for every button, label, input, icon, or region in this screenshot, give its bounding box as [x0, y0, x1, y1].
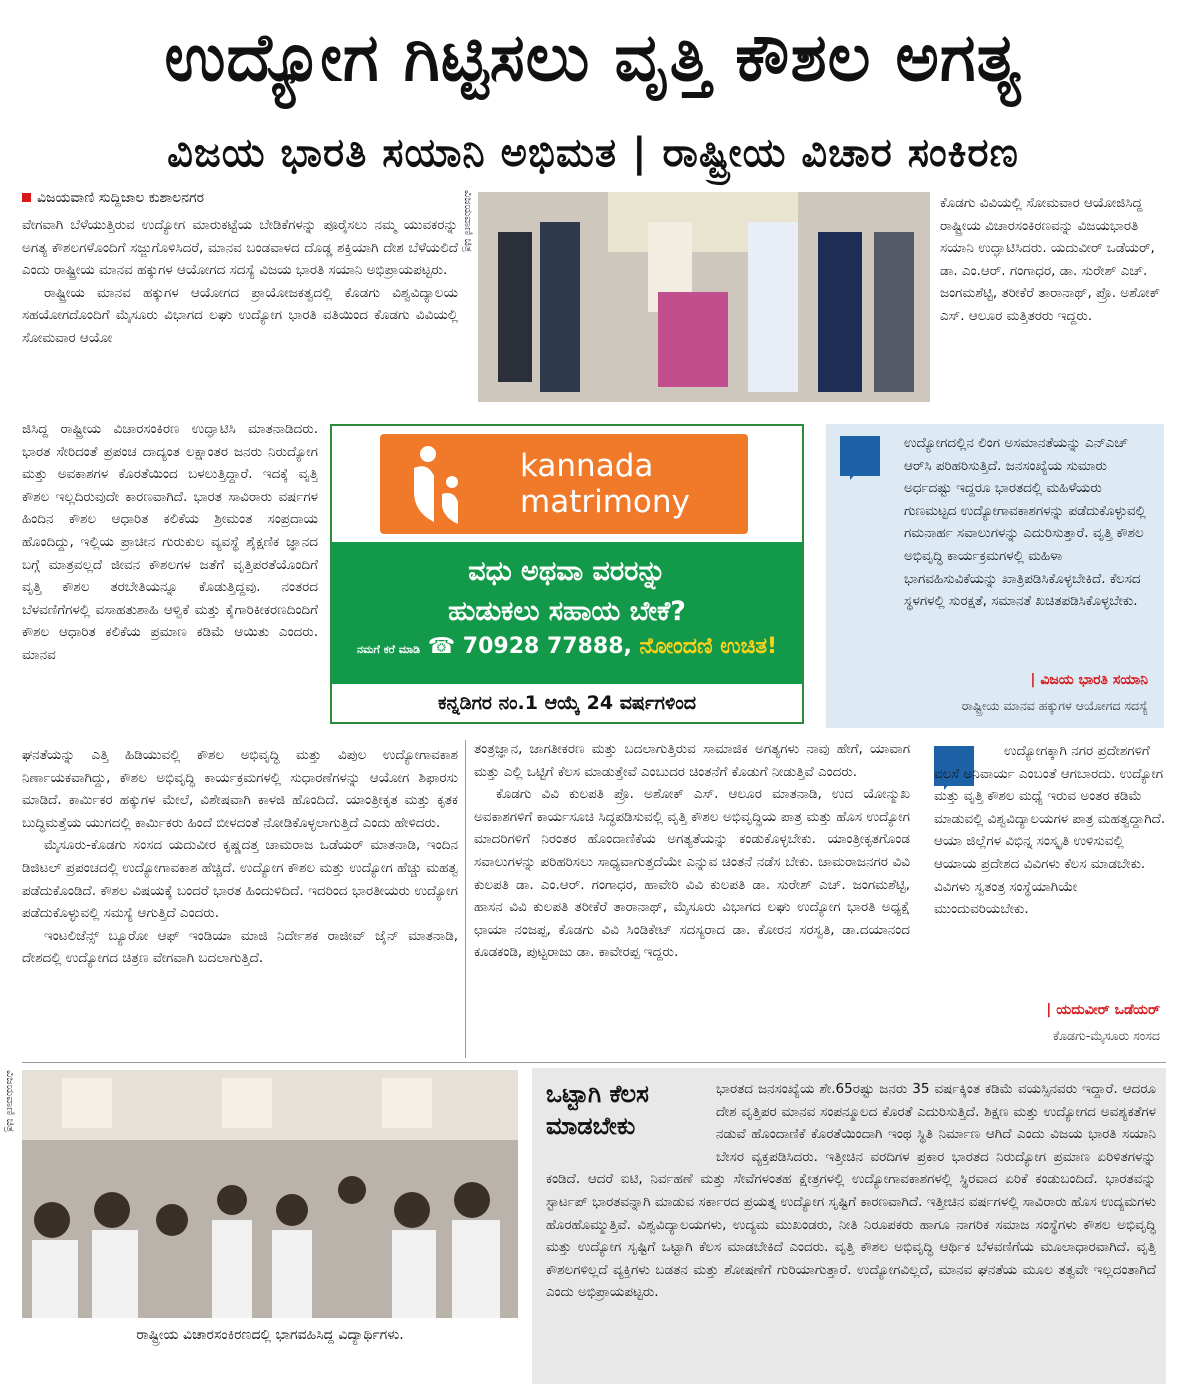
matrimony-logo-icon	[394, 442, 466, 526]
ad-footer: ಕನ್ನಡಿಗರ ನಂ.1 ಆಯ್ಕೆ 24 ವರ್ಷಗಳಿಂದ	[437, 692, 697, 714]
column-divider	[465, 740, 466, 1058]
ad-headline-line2: ಹುಡುಕಲು ಸಹಾಯ ಬೇಕೆ?	[448, 596, 686, 627]
ad-brand-line1: kannada	[520, 448, 654, 484]
quote-mark-icon	[840, 436, 880, 476]
article-paragraph: ರಾಷ್ಟ್ರೀಯ ಮಾನವ ಹಕ್ಕುಗಳ ಆಯೋಗದ ಪ್ರಾಯೋಜಕತ್ವದಲ್ಲಿ ಕೊಡಗು ವಿಶ್ವವಿದ್ಯಾಲಯ ಸಹಯೋಗದೊಂದಿಗೆ ಮೈಸೂರು ವಿಭಾಗದ ಲಘು ಉದ್ಯೋಗ ಭಾರತಿ ವತಿಯಿಂದ ಕೊಡಗು ವಿವಿಯಲ್ಲಿ ಸೋಮವಾರ ಆಯೋ	[22, 284, 458, 346]
ad-call-label: ನಮಗೆ ಕರೆ ಮಾಡಿ	[356, 643, 421, 656]
article-col2	[474, 738, 910, 1058]
article-col1-narrow: ಜಿಸಿದ್ದ ರಾಷ್ಟ್ರೀಯ ವಿಚಾರಸಂಕಿರಣ ಉದ್ಘಾಟಿಸಿ ಮಾತನಾಡಿದರು. ಭಾರತ ಸೇರಿದಂತೆ ಪ್ರಪಂಚ ದಾದ್ಯಂತ ಲಕ್ಷಾಂತರ ಜನರು ನಿರುದ್ಯೋಗ ಮತ್ತು ಅವಕಾಶಗಳ ಕೊರತೆಯಿಂದ ಬಳಲುತ್ತಿದ್ದಾರೆ. ಇದಕ್ಕೆ ವೃತ್ತಿ ಕೌಶಲ ಇಲ್ಲದಿರುವುದೇ ಕಾರಣವಾಗಿದೆ. ಭಾರತ ಸಾವಿರಾರು ವರ್ಷಗಳ ಹಿಂದಿನ ಕೌಶಲ ಆಧಾರಿತ ಕಲಿಕೆಯ ಶ್ರೀಮಂತ ಸಂಪ್ರದಾಯ ಹೊಂದಿದ್ದು, ಇಲ್ಲಿಯ ಪ್ರಾಚೀನ ಗುರುಕುಲ ವ್ಯವಸ್ಥೆ ಶೈಕ್ಷಣಿಕ ಜ್ಞಾನದ ಬಗ್ಗೆ ಮಾತ್ರವಲ್ಲದೆ ಜೀವನ ಕೌಶಲಗಳ ಜತೆಗೆ ವೃತ್ತಿಪರತೆಯೊಂದಿಗೆ ವೃತ್ತಿ ಕೌಶಲ ತರಬೇತಿಯನ್ನೂ ಕೊಡುತ್ತಿದ್ದವು. ನಂತರದ ಬೆಳವಣಿಗೆಗಳಲ್ಲಿ ವಸಾಹತುಶಾಹಿ ಆಳ್ವಿಕೆ ಮತ್ತು ಕೈಗಾರಿಕೀಕರಣದಿಂದಿಗೆ ಕೌಶಲ ಆಧಾರಿತ ಕಲಿಕೆಯ ಪ್ರಮಾಣ ಕಡಿಮೆ ಆಯಿತು ಎಂದರು. ಮಾನವ	[22, 421, 318, 663]
article-paragraph: ಘನತೆಯನ್ನು ಎತ್ತಿ ಹಿಡಿಯುವಲ್ಲಿ ಕೌಶಲ ಅಭಿವೃದ್ಧಿ ಮತ್ತು ವಿಪುಲ ಉದ್ಯೋಗಾವಕಾಶ ನಿರ್ಣಾಯಕವಾಗಿದ್ದು, ಕೌಶಲ ಅಭಿವೃದ್ಧಿ ಕಾರ್ಯಕ್ರಮಗಳಲ್ಲಿ ಸುಧಾರಣೆಗಳನ್ನು ಆಯೋಗ ಶಿಫಾರಸು ಮಾಡಿದೆ. ಕಾರ್ಮಿಕರ ಹಕ್ಕುಗಳ ಮೇಲೆ, ವಿಶೇಷವಾಗಿ ಕಾಳಜಿ ಹೊಂದಿದೆ. ಯಾಂತ್ರೀಕೃತ ಮತ್ತು ಕೃತಕ ಬುದ್ಧಿಮತ್ತೆಯ ಯುಗದಲ್ಲಿ ಕಾರ್ಮಿಕರು ಹಿಂದೆ ಬೀಳದಂತೆ ನೋಡಿಕೊಳ್ಳಲಾಗುತ್ತಿದೆ ಎಂದು ಹೇಳಿದರು.	[22, 747, 458, 831]
photo-credit: ವಿಜಯವಾಣಿ ಚಿತ್ರ	[4, 1070, 17, 1133]
ad-phone-number[interactable]: 70928 77888,	[462, 634, 632, 659]
article-col1-top	[22, 214, 458, 418]
ad-brand-line2: matrimony	[520, 484, 690, 520]
article-paragraph: ಮೈಸೂರು-ಕೊಡಗು ಸಂಸದ ಯದುವೀರ ಕೃಷ್ಣದತ್ತ ಚಾಮರಾಜ ಒಡೆಯರ್ ಮಾತನಾಡಿ, ಇಂದಿನ ಡಿಜಿಟಲ್ ಪ್ರಪಂಚದಲ್ಲಿ ಉದ್ಯೋಗಾವಕಾಶ ಹೆಚ್ಚಿದೆ. ಉದ್ಯೋಗ ಕೌಶಲ ಮತ್ತು ಉದ್ಯೋಗ ಹೆಚ್ಚು ಮಹತ್ವ ಪಡೆದುಕೊಂಡಿದೆ. ಕೌಶಲ ವಿಷಯಕ್ಕೆ ಬಂದರೆ ಭಾರತ ಹಿಂದುಳಿದಿದೆ. ಇದರಿಂದ ಭಾರತೀಯರು ಉದ್ಯೋಗ ಪಡೆದುಕೊಳ್ಳುವಲ್ಲಿ ಸಮಸ್ಯೆ ಆಗುತ್ತಿದೆ ಎಂದರು.	[22, 837, 458, 922]
ad-brand-area	[332, 426, 802, 542]
byline	[22, 190, 204, 206]
ad-green-band	[332, 542, 802, 684]
byline-text: ವಿಜಯವಾಣಿ ಸುದ್ದಿಜಾಲ ಕುಶಾಲನಗರ	[37, 190, 205, 206]
quote-box-sayani	[826, 424, 1164, 728]
sidebox-work-together	[532, 1068, 1166, 1384]
event-photo-illustration	[478, 192, 930, 402]
event-photo	[478, 192, 930, 402]
article-paragraph: ಇಂಟಲಿಜೆನ್ಸ್ ಬ್ಯೂರೋ ಆಫ್ ಇಂಡಿಯಾ ಮಾಜಿ ನಿರ್ದೇಶಕ ರಾಜೀವ್ ಜೈನ್ ಮಾತನಾಡಿ, ದೇಶದಲ್ಲಿ ಉದ್ಯೋಗದ ಚಿತ್ರಣ ವೇಗವಾಗಿ ಬದಲಾಗುತ್ತಿದೆ.	[22, 927, 458, 967]
byline-marker	[22, 193, 31, 202]
section-divider	[22, 1062, 1166, 1063]
headline: ಉದ್ಯೋಗ ಗಿಟ್ಟಿಸಲು ವೃತ್ತಿ ಕೌಶಲ ಅಗತ್ಯ	[164, 19, 1022, 96]
quote-text: ಉದ್ಯೋಗಕ್ಕಾಗಿ ನಗರ ಪ್ರದೇಶಗಳಿಗೆ ವಲಸೆ ಅನಿವಾರ್ಯ ಎಂಬಂತೆ ಆಗಬಾರದು. ಉದ್ಯೋಗ ಮತ್ತು ವೃತ್ತಿ ಕೌಶಲ ಮಧ್ಯೆ ಇರುವ ಅಂತರ ಕಡಿಮೆ ಮಾಡುವಲ್ಲಿ ವಿಶ್ವವಿದ್ಯಾಲಯಗಳ ಪಾತ್ರ ಮಹತ್ವದ್ದಾಗಿದೆ. ಆಯಾ ಜಿಲ್ಲೆಗಳ ವಿಭಿನ್ನ ಸಂಸ್ಕೃತಿ ಉಳಿಸುವಲ್ಲಿ ಆಯಾಯ ಪ್ರದೇಶದ ವಿವಿಗಳು ಕೆಲಸ ಮಾಡಬೇಕು. ವಿವಿಗಳು ಸ್ವತಂತ್ರ ಸಂಸ್ಥೆಯಾಗಿಯೇ ಮುಂದುವರಿಯಬೇಕು.	[934, 743, 1166, 918]
ad-phone-row	[332, 634, 802, 659]
photo-caption-top: ಕೊಡಗು ವಿವಿಯಲ್ಲಿ ಸೋಮವಾರ ಆಯೋಜಿಸಿದ್ದ ರಾಷ್ಟ್ರೀಯ ವಿಚಾರಸಂಕಿರಣವನ್ನು ವಿಜಯಭಾರತಿ ಸಯಾನಿ ಉದ್ಘಾಟಿಸಿದರು. ಯದುವೀರ್ ಒಡೆಯರ್, ಡಾ. ಎಂ.ಆರ್. ಗಂಗಾಧರ, ಡಾ. ಸುರೇಶ್ ಎಚ್. ಜಂಗಮಶೆಟ್ಟಿ, ತರೀಕೆರೆ ತಾರಾನಾಥ್, ಪ್ರೊ. ಅಶೋಕ್ ಎಸ್. ಆಲೂರ ಮತ್ತಿತರರು ಇದ್ದರು.	[940, 195, 1161, 324]
sidebox-title-spacer	[546, 1078, 716, 1158]
phone-icon: ☎	[427, 634, 456, 659]
quote-box-wadiyar	[926, 740, 1166, 1056]
ad-headline-line1: ವಧು ಅಥವಾ ವರರನ್ನು	[468, 556, 666, 587]
photo-credit: ವಿಜಯವಾಣಿ ಚಿತ್ರ	[462, 190, 475, 253]
ad-headline	[332, 552, 802, 632]
subheadline: ವಿಜಯ ಭಾರತಿ ಸಯಾನಿ ಅಭಿಮತ | ರಾಷ್ಟ್ರೀಯ ವಿಚಾರ ಸಂಕಿರಣ	[167, 130, 1019, 176]
kannada-matrimony-ad[interactable]	[330, 424, 804, 724]
article-paragraph: ತಂತ್ರಜ್ಞಾನ, ಜಾಗತೀಕರಣ ಮತ್ತು ಬದಲಾಗುತ್ತಿರುವ ಸಾಮಾಜಿಕ ಅಗತ್ಯಗಳು ನಾವು ಹೇಗೆ, ಯಾವಾಗ ಮತ್ತು ಎಲ್ಲಿ ಒಟ್ಟಿಗೆ ಕೆಲಸ ಮಾಡುತ್ತೇವೆ ಎಂಬುದರ ಚಿಂತನೆಗೆ ಕೊಡುಗೆ ನೀಡುತ್ತಿವೆ ಎಂದರು.	[474, 741, 910, 780]
quote-author-role: ರಾಷ್ಟ್ರೀಯ ಮಾನವ ಹಕ್ಕುಗಳ ಆಯೋಗದ ಸದಸ್ಯೆ	[961, 698, 1148, 713]
ad-free-registration: ನೋಂದಣಿ ಉಚಿತ!	[639, 634, 778, 659]
ad-brand-name	[520, 448, 690, 520]
photo-caption-bottom: ರಾಷ್ಟ್ರೀಯ ವಿಚಾರಸಂಕಿರಣದಲ್ಲಿ ಭಾಗವಹಿಸಿದ್ದ ವಿದ್ಯಾರ್ಥಿಗಳು.	[136, 1327, 404, 1343]
sidebox-paragraph: ಭಾರತದ ಜನಸಂಖ್ಯೆಯ ಶೇ.65ರಷ್ಟು ಜನರು 35 ವರ್ಷಕ್ಕಿಂತ ಕಡಿಮೆ ವಯಸ್ಸಿನವರು ಇದ್ದಾರೆ. ಆದರೂ ದೇಶ ವೃತ್ತಿಪರ ಮಾನವ ಸಂಪನ್ಮೂಲದ ಕೊರತೆ ಎದುರಿಸುತ್ತಿದೆ. ಶಿಕ್ಷಣ ಮತ್ತು ಉದ್ಯೋಗದ ಅವಶ್ಯಕತೆಗಳ ನಡುವೆ ಹೊಂದಾಣಿಕೆ ಕೊರತೆಯಿಂದಾಗಿ ಇಂಥ ಸ್ಥಿತಿ ನಿರ್ಮಾಣ ಆಗಿದೆ ಎಂದು ವಿಜಯ ಭಾರತಿ ಸಯಾನಿ ಬೇಸರ ವ್ಯಕ್ತಪಡಿಸಿದರು. ಇತ್ತೀಚಿನ ವರದಿಗಳ ಪ್ರಕಾರ ಭಾರತದ ನಿರುದ್ಯೋಗ ಪ್ರಮಾಣ ಏರಿಳಿತಗಳನ್ನು ಕಂಡಿದೆ. ಆದರೆ ಐಟಿ, ನಿರ್ವಹಣೆ ಮತ್ತು ಸೇವೆಗಳಂತಹ ಕ್ಷೇತ್ರಗಳಲ್ಲಿ ಉದ್ಯೋಗಾವಕಾಶಗಳಲ್ಲಿ ಸ್ಥಿರವಾದ ಏರಿಕೆ ಕಂಡುಬಂದಿದೆ. ಭಾರತವನ್ನು ಸ್ಟಾರ್ಟಪ್ ಭಾರತವನ್ನಾಗಿ ಮಾಡುವ ಸರ್ಕಾರದ ಪ್ರಯತ್ನ ಉದ್ಯೋಗ ಸೃಷ್ಟಿಗೆ ಕಾರಣವಾಗಿದೆ. ಇತ್ತೀಚಿನ ವರ್ಷಗಳಲ್ಲಿ ಸಾವಿರಾರು ಹೊಸ ಉದ್ಯಮಗಳು ಹೊರಹೊಮ್ಮುತ್ತಿವೆ. ವಿಶ್ವವಿದ್ಯಾಲಯಗಳು, ಉದ್ಯಮ ಮುಖಂಡರು, ನೀತಿ ನಿರೂಪಕರು ಹಾಗೂ ನಾಗರಿಕ ಸಮಾಜ ಸಂಸ್ಥೆಗಳು ಕೌಶಲ ಅಭಿವೃದ್ಧಿ ಮತ್ತು ಉದ್ಯೋಗ ಸೃಷ್ಟಿಗೆ ಒಟ್ಟಾಗಿ ಕೆಲಸ ಮಾಡಬೇಕಿದೆ ಎಂದರು. ವೃತ್ತಿ ಕೌಶಲ ಅಭಿವೃದ್ಧಿ ಆರ್ಥಿಕ ಬೆಳವಣಿಗೆಯ ಮೂಲಾಧಾರವಾಗಿದೆ. ವೃತ್ತಿ ಕೌಶಲಗಳಿಲ್ಲದೆ ವ್ಯಕ್ತಿಗಳು ಬಡತನ ಮತ್ತು ಶೋಷಣೆಗೆ ಗುರಿಯಾಗುತ್ತಾರೆ. ಉದ್ಯೋಗವಿಲ್ಲದೆ, ಮಾನವ ಘನತೆಯ ಮೂಲ ತತ್ವವೇ ಇಲ್ಲದಂತಾಗಿದೆ ಎಂದು ಅಭಿಪ್ರಾಯಪಟ್ಟರು.	[546, 1081, 1156, 1301]
quote-text: ಉದ್ಯೋಗದಲ್ಲಿನ ಲಿಂಗ ಅಸಮಾನತೆಯನ್ನು ಎನ್‌ಎಚ್ ಆರ್‌ಸಿ ಪರಿಹರಿಸುತ್ತಿದೆ. ಜನಸಂಖ್ಯೆಯ ಸುಮಾರು ಅರ್ಧದಷ್ಟು ಇದ್ದರೂ ಭಾರತದಲ್ಲಿ ಮಹಿಳೆಯರು ಗುಣಮಟ್ಟದ ಉದ್ಯೋಗಾವಕಾಶಗಳನ್ನು ಪಡೆದುಕೊಳ್ಳುವಲ್ಲಿ ಗಮನಾರ್ಹ ಸವಾಲುಗಳನ್ನು ಎದುರಿಸುತ್ತಾರೆ. ವೃತ್ತಿ ಕೌಶಲ ಅಭಿವೃದ್ಧಿ ಕಾರ್ಯಕ್ರಮಗಳಲ್ಲಿ ಮಹಿಳಾ ಭಾಗವಹಿಸುವಿಕೆಯನ್ನು ಖಾತ್ರಿಪಡಿಸಿಕೊಳ್ಳಬೇಕಿದೆ. ಕೆಲಸದ ಸ್ಥಳಗಳಲ್ಲಿ ಸುರಕ್ಷತೆ, ಸಮಾನತೆ ಖಚಿತಪಡಿಸಿಕೊಳ್ಳಬೇಕು.	[904, 435, 1146, 610]
article-col1-bottom	[22, 744, 458, 1056]
sidebox-title-line1: ಒಟ್ಟಾಗಿ ಕೆಲಸ	[546, 1080, 649, 1108]
ad-brand-banner	[380, 434, 748, 534]
article-paragraph: ವೇಗವಾಗಿ ಬೆಳೆಯುತ್ತಿರುವ ಉದ್ಯೋಗ ಮಾರುಕಟ್ಟೆಯ ಬೇಡಿಕೆಗಳನ್ನು ಪೂರೈಸಲು ನಮ್ಮ ಯುವಕರನ್ನು ಅಗತ್ಯ ಕೌಶಲಗಳೊಂದಿಗೆ ಸಜ್ಜುಗೊಳಿಸಿದರೆ, ಮಾನವ ಬಂಡವಾಳದ ದೊಡ್ಡ ಶಕ್ತಿಯಾಗಿ ದೇಶ ಬೆಳೆಯಲಿದೆ ಎಂದು ರಾಷ್ಟ್ರೀಯ ಮಾನವ ಹಕ್ಕುಗಳ ಆಯೋಗದ ಸದಸ್ಯೆ ವಿಜಯ ಭಾರತಿ ಸಯಾನಿ ಅಭಿಪ್ರಾಯಪಟ್ಟರು.	[22, 217, 458, 279]
sidebox-title-line2: ಮಾಡಬೇಕು	[546, 1112, 636, 1140]
quote-author: | ಯದುವೀರ್ ಒಡೆಯರ್	[1046, 1002, 1160, 1018]
students-photo-illustration	[22, 1070, 518, 1318]
quote-author-role: ಕೊಡಗು-ಮೈಸೂರು ಸಂಸದ	[1052, 1028, 1160, 1043]
article-paragraph: ಕೊಡಗು ವಿವಿ ಕುಲಪತಿ ಪ್ರೊ. ಅಶೋಕ್ ಎಸ್. ಆಲೂರ ಮಾತನಾಡಿ, ಉದ ಯೋನ್ಮುಖ ಅವಕಾಶಗಳಿಗೆ ಕಾರ್ಯಸೂಚಿ ಸಿದ್ಧಪಡಿಸುವಲ್ಲಿ ವೃತ್ತಿ ಕೌಶಲ ಅಭಿವೃದ್ಧಿಯ ಪಾತ್ರ ಮತ್ತು ಹೊಸ ಉದ್ಯೋಗ ಮಾದರಿಗಳಿಗೆ ನಿರಂತರ ಹೊಂದಾಣಿಕೆಯ ಅಗತ್ಯತೆಯನ್ನು ಕಂಡುಕೊಳ್ಳಬೇಕು. ಯಾಂತ್ರೀಕೃತಗೊಂಡ ಸವಾಲುಗಳನ್ನು ಪರಿಹರಿಸಲು ಸಾಧ್ಯವಾಗುತ್ತದೆಯೇ ಎನ್ನುವ ಚಿಂತನೆ ನಡೆಸ ಬೇಕು. ಚಾಮರಾಜನಗರ ವಿವಿ ಕುಲಪತಿ ಡಾ. ಎಂ.ಆರ್. ಗಂಗಾಧರ, ಹಾವೇರಿ ವಿವಿ ಕುಲಪತಿ ಡಾ. ಸುರೇಶ್ ಎಚ್. ಜಂಗಮಶೆಟ್ಟಿ, ಹಾಸನ ವಿವಿ ಕುಲಪತಿ ತರೀಕೆರೆ ತಾರಾನಾಥ್, ಮೈಸೂರು ವಿಭಾಗದ ಲಘು ಉದ್ಯೋಗ ಭಾರತಿ ಅಧ್ಯಕ್ಷೆ ಛಾಯಾ ನಂಜಪ್ಪ, ಕೊಡಗು ವಿವಿ ಸಿಂಡಿಕೇಟ್ ಸದಸ್ಯರಾದ ಡಾ. ಕೋರನ ಸರಸ್ವತಿ, ಡಾ.ದಯಾನಂದ ಕೂಡಕಂಡಿ, ಪುಟ್ಟರಾಜು ಡಾ. ಕಾವೇರಪ್ಪ ಇದ್ದರು.	[474, 786, 910, 961]
students-photo	[22, 1070, 518, 1318]
sidebox-text	[546, 1078, 1156, 1378]
quote-author: | ವಿಜಯ ಭಾರತಿ ಸಯಾನಿ	[1030, 672, 1148, 688]
